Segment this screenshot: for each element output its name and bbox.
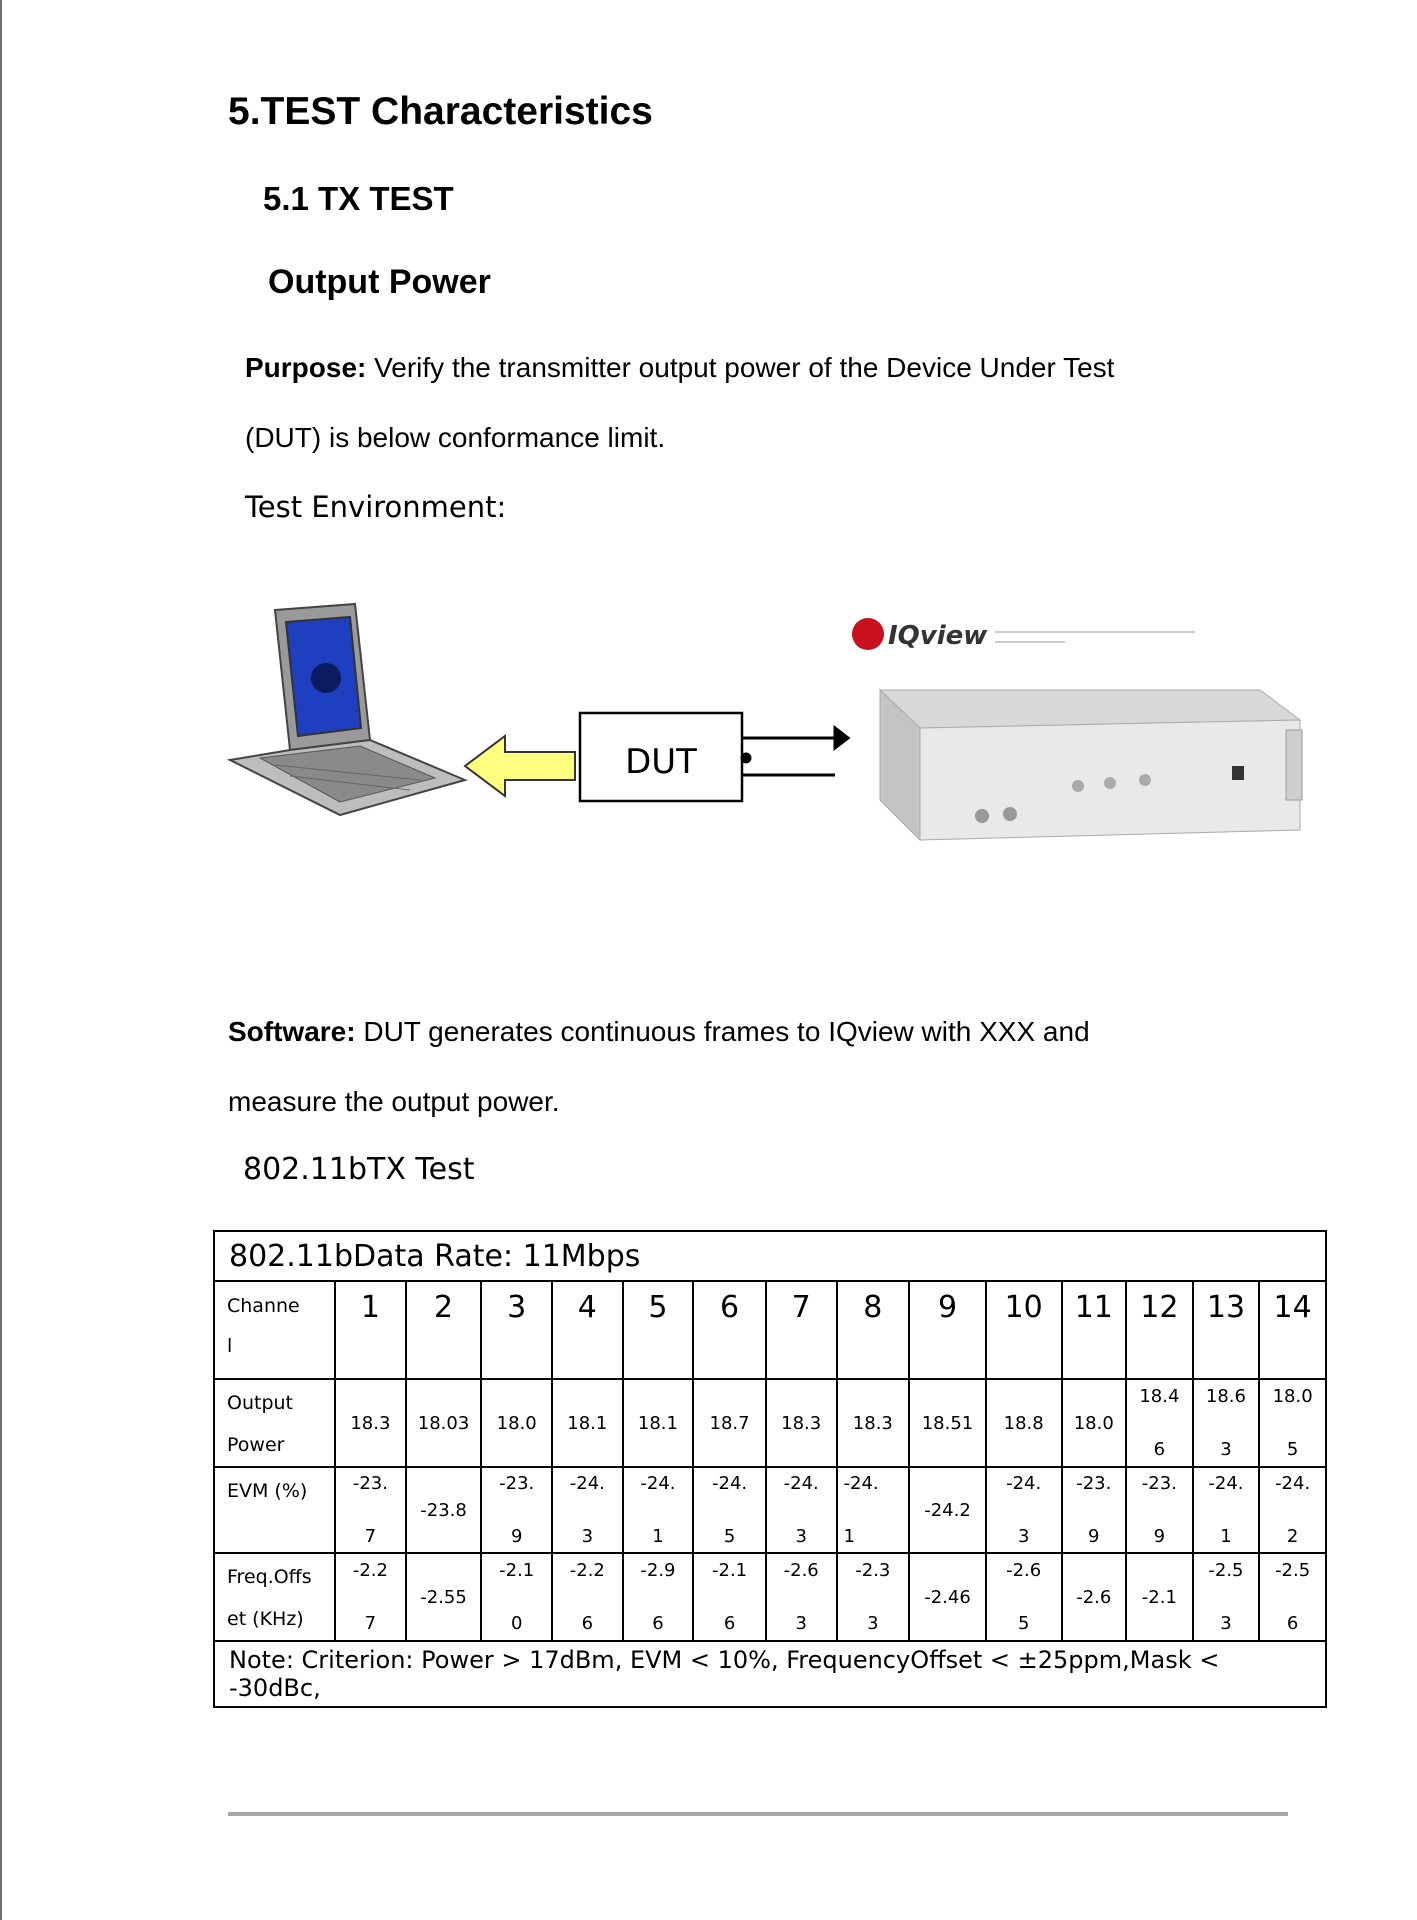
software-text: DUT generates continuous frames to IQview with XXX and (363, 1016, 1090, 1047)
power-cell: 18.1 (552, 1379, 623, 1467)
freq-cell: -2.55 (406, 1553, 482, 1641)
channel-cell: 7 (766, 1281, 837, 1379)
purpose-text: Verify the transmitter output power of the Device Under Test (374, 352, 1115, 383)
test-environment-label: Test Environment: (245, 490, 507, 524)
power-cell: 18.8 (986, 1379, 1062, 1467)
tx-results-table-wrap (213, 1230, 1327, 1708)
power-cell: 18.51 (909, 1379, 986, 1467)
test-setup-diagram (220, 590, 1320, 860)
freq-offset-header: Freq.Offs et (KHz) (214, 1553, 335, 1641)
evm-cell: -23. 7 (335, 1467, 406, 1553)
footer-divider (228, 1812, 1288, 1816)
freq-cell: -2.6 (1062, 1553, 1127, 1641)
evm-row (214, 1467, 1326, 1553)
channel-cell: 14 (1259, 1281, 1326, 1379)
freq-cell: -2.1 0 (481, 1553, 552, 1641)
power-cell: 18.03 (406, 1379, 482, 1467)
channel-cell: 2 (406, 1281, 482, 1379)
evm-cell: -24. 5 (693, 1467, 766, 1553)
evm-cell: -24. 3 (766, 1467, 837, 1553)
table-title: 802.11bData Rate: 11Mbps (214, 1231, 1326, 1281)
channel-cell: 13 (1193, 1281, 1260, 1379)
channel-cell: 6 (693, 1281, 766, 1379)
freq-cell: -2.9 6 (623, 1553, 694, 1641)
channel-row (214, 1281, 1326, 1379)
evm-cell: -23.8 (406, 1467, 482, 1553)
power-cell: 18.0 5 (1259, 1379, 1326, 1467)
channel-cell: 10 (986, 1281, 1062, 1379)
laptop-icon (230, 604, 465, 815)
freq-cell: -2.5 6 (1259, 1553, 1326, 1641)
subsection-heading: 5.1 TX TEST (263, 180, 454, 217)
output-power-row (214, 1379, 1326, 1467)
power-cell: 18.6 3 (1193, 1379, 1260, 1467)
software-line-2: measure the output power. (228, 1086, 560, 1117)
power-cell: 18.0 (1062, 1379, 1127, 1467)
page-edge (0, 0, 2, 1920)
evm-cell: -24.2 (909, 1467, 986, 1553)
evm-cell: -24. 2 (1259, 1467, 1326, 1553)
arrow-right-icon (742, 728, 848, 775)
channel-cell: 12 (1126, 1281, 1193, 1379)
freq-cell: -2.5 3 (1193, 1553, 1260, 1641)
freq-cell: -2.6 3 (766, 1553, 837, 1641)
freq-cell: -2.46 (909, 1553, 986, 1641)
section-heading: 5.TEST Characteristics (228, 90, 653, 133)
evm-cell: -24. 1 (623, 1467, 694, 1553)
purpose-line-2: (DUT) is below conformance limit. (245, 422, 666, 453)
tx-results-table (213, 1230, 1327, 1708)
power-cell: 18.1 (623, 1379, 694, 1467)
evm-cell: -24. 1 (1193, 1467, 1260, 1553)
channel-header: Channe l (214, 1281, 335, 1379)
evm-cell: -24. 1 (837, 1467, 910, 1553)
evm-cell: -24. 3 (986, 1467, 1062, 1553)
arrow-left-icon (465, 736, 575, 796)
output-power-header: Output Power (214, 1379, 335, 1467)
evm-cell: -23. 9 (1062, 1467, 1127, 1553)
software-line-1 (228, 1016, 1090, 1048)
power-cell: 18.7 (693, 1379, 766, 1467)
channel-cell: 4 (552, 1281, 623, 1379)
freq-offset-row (214, 1553, 1326, 1641)
purpose-label: Purpose: (245, 352, 367, 383)
power-cell: 18.4 6 (1126, 1379, 1193, 1467)
note-row (214, 1641, 1326, 1707)
topic-heading: Output Power (268, 263, 491, 301)
freq-cell: -2.1 (1126, 1553, 1193, 1641)
power-cell: 18.3 (766, 1379, 837, 1467)
channel-cell: 8 (837, 1281, 910, 1379)
evm-cell: -24. 3 (552, 1467, 623, 1553)
iqview-instrument (880, 690, 1302, 840)
channel-cell: 1 (335, 1281, 406, 1379)
freq-cell: -2.1 6 (693, 1553, 766, 1641)
channel-cell: 9 (909, 1281, 986, 1379)
iqview-logo (852, 618, 1195, 651)
table-title-row (214, 1231, 1326, 1281)
evm-header: EVM (%) (214, 1467, 335, 1553)
purpose-line-1 (245, 352, 1114, 384)
power-cell: 18.0 (481, 1379, 552, 1467)
power-cell: 18.3 (837, 1379, 910, 1467)
channel-cell: 3 (481, 1281, 552, 1379)
channel-cell: 5 (623, 1281, 694, 1379)
criteria-note: Note: Criterion: Power > 17dBm, EVM < 10%, FrequencyOffset < ±25ppm,Mask < -30dBc, (214, 1641, 1326, 1707)
freq-cell: -2.2 7 (335, 1553, 406, 1641)
test-subheading: 802.11bTX Test (243, 1152, 475, 1187)
freq-cell: -2.2 6 (552, 1553, 623, 1641)
dut-label: DUT (625, 742, 697, 782)
freq-cell: -2.6 5 (986, 1553, 1062, 1641)
evm-cell: -23. 9 (1126, 1467, 1193, 1553)
software-label: Software: (228, 1016, 356, 1047)
power-cell: 18.3 (335, 1379, 406, 1467)
iqview-logo-text: IQview (888, 621, 988, 651)
freq-cell: -2.3 3 (837, 1553, 910, 1641)
channel-cell: 11 (1062, 1281, 1127, 1379)
evm-cell: -23. 9 (481, 1467, 552, 1553)
